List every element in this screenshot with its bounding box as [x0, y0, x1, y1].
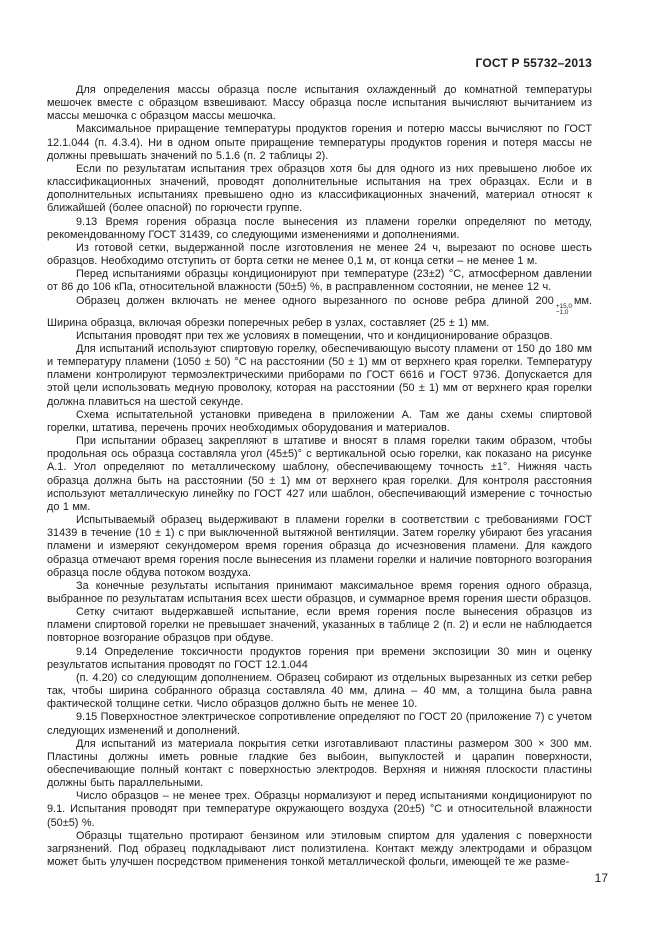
paragraph: Испытания проводят при тех же условиях в помещении, что и кондиционирование образцов. [76, 329, 553, 342]
paragraph: Число образцов – не менее трех. Образцы нормализуют и перед испытаниями кондиционируют по 9.1. Испытания проводят при температуре окружающего воздуха (20±5) °С и относительной влажности (50±5) %. [47, 790, 592, 829]
paragraph: Перед испытаниями образцы кондиционируют при температуре (23±2) °С, атмосферном давлении от 86 до 106 кПа, относительной влажности (50±5) %, в расправленном состоянии, не менее 12 ч. [47, 268, 592, 294]
paragraph: Для определения массы образца после испытания охлажденный до комнатной температуры мешочек вместе с образцом взвешивают. Массу образца после испытания вычисляют вычитанием из массы мешочка с образцом массы мешочка. [47, 84, 592, 123]
paragraph: Если по результатам испытания трех образцов хотя бы для одного из них превышено любое их классификационных значений, проводят дополнительные испытания на трех образцах. Если и в дополнительных испытаниях превышено одно из классификационных значений, материал относят к ближайшей (более опасной) по горючести группе. [47, 162, 592, 215]
paragraph: Испытываемый образец выдерживают в пламени горелки в соответствии с требованиями ГОСТ 31439 в течение (10 ± 1) с при выключенной вытяжной вентиляции. Затем горелку убирают без угасания пламени и измеряют секундомером время горения образца до исчезновения пламени. Для каждого образца отмечают время горения после вынесения из пламени горелки и наличие повторного возгорания образца после обдува потоком воздуха. [47, 514, 592, 579]
document-body [47, 84, 592, 869]
paragraph: 9.13 Время горения образца после вынесения из пламени горелки определяют по методу, рекомендованному ГОСТ 31439, со следующими изменениями и дополнениями. [47, 215, 592, 241]
tolerance-stack [554, 304, 574, 317]
paragraph: Образец должен включать не менее одного вырезанного по основе ребра длиной 200 +15,0 −1,0 мм. Ширина образца, включая обрезки поперечных ребер в узлах, составляет (25 ± 1) мм. [47, 294, 592, 329]
paragraph: Сетку считают выдержавшей испытание, если время горения после вынесения образцов из пламени спиртовой горелки не превышает значений, указанных в таблице 2 (п. 2) и если не наблюдается повторное возгорание образцов при обдуве. [47, 606, 592, 645]
paragraph: За конечные результаты испытания принимают максимальное время горения одного образца, выбранное по результатам испытания всех шести образцов, и суммарное время горения шести образцов. [47, 579, 592, 605]
paragraph: При испытании образец закрепляют в штативе и вносят в пламя горелки таким образом, чтобы продольная ось образца составляла угол (45±5)° с вертикальной осью горелки, как показано на рисунке А.1. Угол определяют по металлическому шаблону, обеспечивающему точность ±1°. Нижняя часть образца должна быть на расстоянии (50 ± 1) мм от верхнего края горелки. Для контроля расстояния используют металлическую линейку по ГОСТ 427 или шаблон, обеспечивающий измерение с точностью до 1 мм. [47, 435, 592, 513]
paragraph: Образцы тщательно протирают бензином или этиловым спиртом для удаления с поверхности загрязнений. Под образец подкладывают лист полиэтилена. Контакт между электродами и образцом может быть улучшен посредством применения тонкой металлической фольги, имеющей те же разме- [47, 829, 592, 869]
tolerance-sup: +15,0 [555, 302, 572, 310]
page-number: 17 [594, 871, 608, 885]
paragraph: 9.14 Определение токсичности продуктов горения при времени экспозиции 30 мин и оценку результатов испытания проводят по ГОСТ 12.1.044 [47, 645, 592, 671]
paragraph: Для испытаний используют спиртовую горелку, обеспечивающую высоту пламени от 150 до 180 мм и температуру пламени (1050 ± 50) °С на расстоянии (50 ± 1) мм от верхнего края горелки. Температуру пламени контролируют термоэлектрическими приборами по ГОСТ 6616 и ГОСТ 9736. Допускается для этой цели использовать медную проволоку, которая на расстоянии (50 ± 1) мм от верхнего края горелки должна плавиться на шестой секунде. [47, 343, 592, 408]
paragraph: Максимальное приращение температуры продуктов горения и потерю массы вычисляют по ГОСТ 12.1.044 (п. 4.3.4). Ни в одном опыте приращение температуры продуктов горения и потеря массы не должны превышать значений по 5.1.6 (п. 2 таблицы 2). [47, 123, 592, 162]
paragraph: (п. 4.20) со следующим дополнением. Образец собирают из отдельных вырезанных из сетки ребер так, чтобы ширина собранного образца составляла 40 мм, длина – 40 мм, а толщина была равна фактической толщине сетки. Число образцов должно быть не менее 10. [47, 671, 592, 711]
paragraph: 9.15 Поверхностное электрическое сопротивление определяют по ГОСТ 20 (приложение 7) с учетом следующих изменений и дополнений. [47, 711, 592, 737]
paragraph: Для испытаний из материала покрытия сетки изготавливают пластины размером 300 × 300 мм. Пластины должны иметь ровные гладкие без выбоин, выпуклостей и царапин поверхности, обеспечивающие полный контакт с поверхностью электродов. Верхняя и нижняя плоскости пластины должны быть параллельными. [47, 737, 592, 790]
paragraph: Схема испытательной установки приведена в приложении А. Там же даны схемы спиртовой горелки, штатива, перечень прочих необходимых оборудования и материалов. [47, 408, 592, 434]
paragraph: Из готовой сетки, выдержанной после изготовления не менее 24 ч, вырезают по основе шесть образцов. Необходимо отступить от борта сетки не менее 0,1 м, от конца сетки – не менее 1 м. [47, 241, 592, 268]
standard-designation: ГОСТ Р 55732–2013 [475, 56, 592, 70]
tolerance-sub: −1,0 [555, 309, 569, 317]
